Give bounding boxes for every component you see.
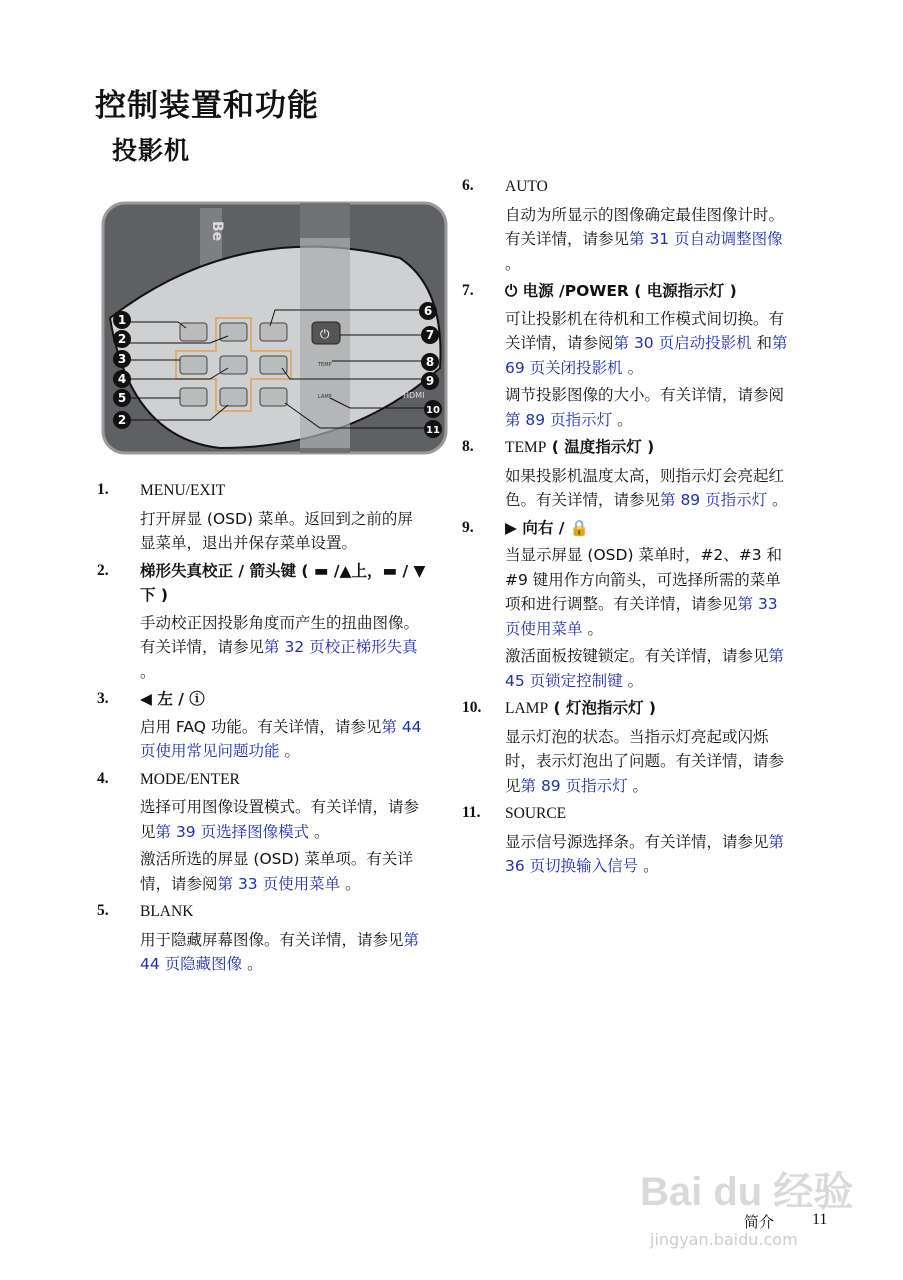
item-title xyxy=(505,279,792,304)
text-segment: SOURCE xyxy=(505,805,567,822)
item-description xyxy=(140,928,427,977)
item-description xyxy=(505,383,792,432)
list-item xyxy=(97,899,427,977)
item-description xyxy=(140,611,427,685)
item-number: 9. xyxy=(462,518,474,536)
item-title xyxy=(505,174,792,200)
item-description xyxy=(505,543,792,641)
item-title xyxy=(505,801,792,827)
menu-exit-button[interactable] xyxy=(180,323,207,341)
list-item xyxy=(462,801,792,879)
item-heading xyxy=(462,696,792,722)
text-segment: 手动校正因投影角度而产生的扭曲图像。有关详情，请参见 xyxy=(140,613,420,656)
list-item xyxy=(97,559,427,685)
text-segment: LAMP xyxy=(505,700,549,717)
item-title xyxy=(140,687,427,712)
cross-reference-link[interactable]: 第 36 页切换输入信号 xyxy=(505,832,785,875)
callout-5: 5 xyxy=(117,391,127,405)
cross-reference-link[interactable]: 第 32 页校正梯形失真 xyxy=(264,638,418,656)
text-segment: 。 xyxy=(622,671,644,690)
text-segment: 。 xyxy=(505,254,521,273)
item-number: 2. xyxy=(97,561,109,579)
item-description xyxy=(505,725,792,799)
item-description xyxy=(505,644,792,693)
callout-4: 4 xyxy=(117,372,127,386)
cross-reference-link[interactable]: 第 31 页自动调整图像 xyxy=(629,230,783,248)
text-segment: 选择可用图像设置模式。有关详情，请参见 xyxy=(140,798,420,841)
list-item xyxy=(97,478,427,556)
item-title xyxy=(140,767,427,793)
cross-reference-link[interactable]: 第 44 页隐藏图像 xyxy=(140,930,420,973)
auto-button[interactable] xyxy=(260,323,287,341)
text-segment: ( 温度指示灯 ) xyxy=(546,438,655,456)
item-description xyxy=(505,464,792,513)
left-column xyxy=(97,478,427,980)
item-number: 11. xyxy=(462,804,481,821)
item-number: 4. xyxy=(97,769,109,787)
item-number: 5. xyxy=(97,902,109,919)
text-segment: 。 xyxy=(140,662,156,681)
item-heading xyxy=(97,478,427,504)
text-segment: 激活所选的屏显 (OSD) 菜单项。有关详情，请参阅 xyxy=(140,850,413,893)
text-segment: 。 xyxy=(279,742,300,760)
page-title: 控制装置和功能 xyxy=(95,88,319,124)
blank-button[interactable] xyxy=(180,388,207,406)
right-column xyxy=(462,174,792,882)
text-segment: 。 xyxy=(627,776,649,795)
item-heading xyxy=(462,801,792,827)
cross-reference-link[interactable]: 第 89 页指示灯 xyxy=(520,776,628,795)
text-segment: 用于隐藏屏幕图像。有关详情，请参见 xyxy=(140,930,404,949)
cross-reference-link[interactable]: 第 69 页关闭投影机 xyxy=(505,334,788,377)
cross-reference-link[interactable]: 第 89 页指示灯 xyxy=(505,410,613,429)
cross-reference-link[interactable]: 第 89 页指示灯 xyxy=(660,491,768,509)
section-title: 投影机 xyxy=(112,136,191,165)
text-segment: BLANK xyxy=(140,903,194,920)
item-description xyxy=(140,795,427,844)
keystone-up-button[interactable] xyxy=(220,323,247,341)
list-item xyxy=(97,767,427,897)
cross-reference-link[interactable]: 第 30 页启动投影机 xyxy=(613,334,752,352)
cross-reference-link[interactable]: 第 44 页使用常见问题功能 xyxy=(140,717,422,760)
item-heading xyxy=(97,687,427,712)
list-item xyxy=(462,174,792,276)
text-segment: MENU/EXIT xyxy=(140,482,226,499)
text-segment: 如果投影机温度太高，则指示灯会亮起红色。有关详情，请参见 xyxy=(505,466,785,509)
callout-2b: 2 xyxy=(117,413,127,427)
list-item xyxy=(462,516,792,694)
item-description xyxy=(140,715,427,764)
cross-reference-link[interactable]: 第 39 页选择图像模式 xyxy=(155,822,310,841)
item-title xyxy=(505,435,792,461)
callout-7: 7 xyxy=(425,328,435,342)
item-number: 1. xyxy=(97,481,109,498)
projector-control-panel-diagram xyxy=(100,198,450,458)
temp-label: TEMP xyxy=(318,362,332,368)
callout-6: 6 xyxy=(423,304,433,318)
item-title xyxy=(140,559,427,608)
item-number: 8. xyxy=(462,438,474,455)
item-description xyxy=(140,507,427,556)
text-segment: 。 xyxy=(582,619,603,638)
text-segment: ⏻ 电源 /POWER ( 电源指示灯 ) xyxy=(505,282,737,300)
cross-reference-link[interactable]: 第 33 页使用菜单 xyxy=(217,874,341,893)
item-number: 7. xyxy=(462,282,474,299)
text-segment: 。 xyxy=(309,822,330,841)
callout-8: 8 xyxy=(425,355,435,369)
source-button[interactable] xyxy=(260,388,287,406)
left-button[interactable] xyxy=(180,356,207,374)
text-segment: ▶ 向右 / 🔒 xyxy=(505,518,590,537)
lamp-label: LAMP xyxy=(318,394,332,400)
footer-section: 简介 xyxy=(744,1213,775,1231)
right-button[interactable] xyxy=(260,356,287,374)
item-description xyxy=(505,203,792,277)
item-title xyxy=(505,696,792,722)
item-heading xyxy=(462,174,792,200)
text-segment: 和 xyxy=(751,334,773,352)
power-icon: ⏻ xyxy=(320,327,330,341)
text-segment: 。 xyxy=(622,358,644,377)
text-segment: ( 灯泡指示灯 ) xyxy=(548,699,656,717)
item-description xyxy=(140,847,427,896)
hdmi-logo: HDMI xyxy=(403,391,425,400)
text-segment: MODE/ENTER xyxy=(140,770,240,788)
cross-reference-link[interactable]: 第 33 页使用菜单 xyxy=(505,595,778,638)
cross-reference-link[interactable]: 第 45 页锁定控制键 xyxy=(505,647,785,690)
item-title xyxy=(140,899,427,925)
list-item xyxy=(462,696,792,798)
item-heading xyxy=(462,516,792,541)
list-item xyxy=(97,687,427,764)
text-segment: 可让投影机在待机和工作模式间切换。有关详情，请参阅 xyxy=(505,309,785,352)
text-segment: TEMP xyxy=(505,439,547,456)
item-heading xyxy=(462,435,792,461)
callout-3: 3 xyxy=(117,352,127,366)
mode-enter-button[interactable] xyxy=(220,356,247,374)
text-segment: 。 xyxy=(767,491,788,509)
text-segment: 当显示屏显 (OSD) 菜单时，#2、#3 和 #9 键用作方向箭头，可选择所需的菜单项和进行调整。有关详情，请参见 xyxy=(505,546,783,613)
brand-logo: Be xyxy=(209,221,225,242)
item-description xyxy=(505,307,792,381)
item-heading xyxy=(462,279,792,304)
callout-2: 2 xyxy=(117,332,127,346)
text-segment: 打开屏显 (OSD) 菜单。返回到之前的屏显菜单，退出并保存菜单设置。 xyxy=(140,509,413,552)
item-heading xyxy=(97,767,427,793)
text-segment: 自动为所显示的图像确定最佳图像计时。有关详情，请参见 xyxy=(505,205,785,248)
text-segment: 。 xyxy=(612,410,633,429)
text-segment: AUTO xyxy=(505,178,548,195)
item-title xyxy=(140,478,427,504)
page-number: 11 xyxy=(812,1211,828,1228)
item-heading xyxy=(97,559,427,608)
text-segment: 激活面板按键锁定。有关详情，请参见 xyxy=(505,647,769,665)
item-heading xyxy=(97,899,427,925)
item-number: 3. xyxy=(97,690,109,707)
item-number: 10. xyxy=(462,699,482,716)
callout-10: 10 xyxy=(426,405,440,416)
item-description xyxy=(505,830,792,879)
callout-11: 11 xyxy=(426,425,440,436)
watermark-url: jingyan.baidu.com xyxy=(650,1230,798,1249)
text-segment: 调节投影图像的大小。有关详情，请参阅 xyxy=(505,386,785,404)
baidu-watermark: Bai du 经验 xyxy=(640,1170,854,1214)
item-number: 6. xyxy=(462,177,474,194)
text-segment: 启用 FAQ 功能。有关详情，请参见 xyxy=(140,717,382,736)
text-segment: 显示灯泡的状态。当指示灯亮起或闪烁时，表示灯泡出了问题。有关详情，请参见 xyxy=(505,727,785,795)
text-segment: 。 xyxy=(242,955,263,973)
callout-1: 1 xyxy=(117,313,127,327)
text-segment: ◀ 左 / ⓘ xyxy=(140,690,205,708)
callout-9: 9 xyxy=(425,374,435,388)
item-title xyxy=(505,516,792,541)
text-segment: 。 xyxy=(340,874,361,893)
list-item xyxy=(462,435,792,513)
text-segment: 显示信号源选择条。有关详情，请参见 xyxy=(505,832,769,851)
text-segment: 梯形失真校正 / 箭头键 ( ▬ /▲上，▬ / ▼ 下 ) xyxy=(140,561,426,604)
list-item xyxy=(462,279,792,432)
keystone-down-button[interactable] xyxy=(220,388,247,406)
text-segment: 。 xyxy=(638,857,659,875)
